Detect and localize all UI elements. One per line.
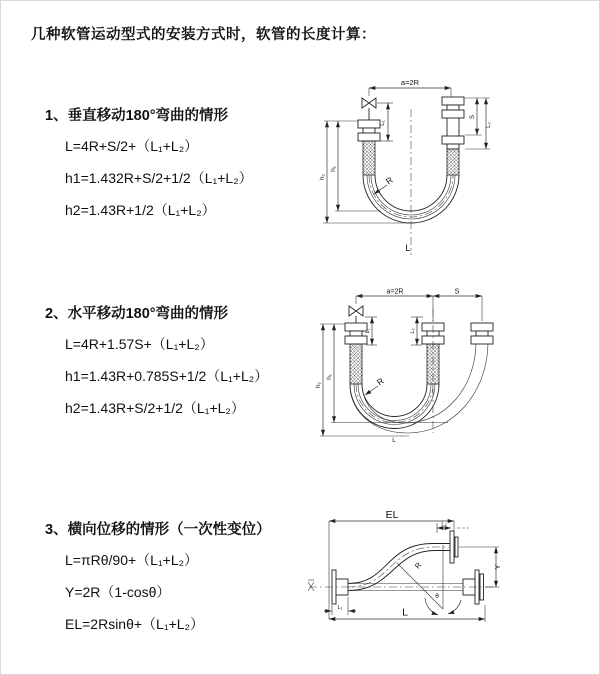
dim-label-el: EL	[385, 509, 399, 521]
section-vertical-180	[45, 104, 253, 233]
length-label: L	[392, 437, 396, 444]
dim-label-h1: h₁	[326, 374, 333, 380]
centerline-break-icon	[308, 580, 314, 591]
shifted-hose-fitting	[471, 323, 493, 344]
hose-shifted-position	[350, 344, 488, 433]
section-lateral-displacement	[45, 518, 271, 647]
radius-label: R	[374, 375, 386, 388]
diagram-horizontal-180-bend	[309, 281, 600, 476]
left-hose-fitting	[358, 120, 380, 175]
diagram-lateral-displacement	[299, 501, 600, 669]
formula-L: L=πRθ/90+（L₁+L₂）	[65, 552, 199, 568]
angle-label: θ	[435, 593, 439, 600]
radius-label: R	[412, 560, 424, 571]
dim-label-s: S	[454, 288, 460, 296]
valve-icon	[349, 306, 363, 323]
formula-h2: h2=1.43R+S/2+1/2（L₁+L₂）	[65, 400, 245, 416]
section-1-heading: 1、垂直移动180°弯曲的情形	[45, 108, 229, 124]
page-title: 几种软管运动型式的安装方式时，软管的长度计算：	[31, 27, 376, 43]
right-hose-fitting	[442, 97, 464, 175]
diagram-vertical-180-bend	[311, 71, 600, 269]
dim-label-a2r: a=2R	[400, 78, 420, 87]
formula-h2: h2=1.43R+1/2（L₁+L₂）	[65, 202, 216, 218]
left-hose-fitting	[345, 323, 367, 384]
dim-label-l1: L₁	[380, 120, 386, 126]
formula-h1: h1=1.432R+S/2+1/2（L₁+L₂）	[65, 170, 253, 186]
section-2-heading: 2、水平移动180°弯曲的情形	[45, 306, 229, 322]
dim-label-y: Y	[493, 564, 502, 570]
dim-label-l2: L₂	[486, 122, 492, 128]
dim-label-l2: L₂	[441, 521, 447, 528]
dim-label-s: S	[469, 114, 476, 120]
dim-label-h1: h₁	[330, 166, 337, 172]
formula-L: L=4R+1.57S+（L₁+L₂）	[65, 336, 214, 352]
radius-label: R	[383, 174, 395, 187]
dim-label-l1: L₁	[365, 328, 371, 334]
section-horizontal-180	[45, 302, 268, 431]
hose-u-bend	[363, 175, 459, 223]
formula-L: L=4R+S/2+（L₁+L₂）	[65, 138, 199, 154]
section-3-heading: 3、横向位移的情形（一次性变位）	[45, 522, 271, 538]
formula-h1: h1=1.43R+0.785S+1/2（L₁+L₂）	[65, 368, 269, 384]
formula-Y: Y=2R（1-cosθ）	[65, 584, 171, 600]
length-label: L	[405, 243, 411, 254]
formula-EL: EL=2Rsinθ+（L₁+L₂）	[65, 616, 204, 632]
dim-label-a2r: a=2R	[386, 288, 404, 296]
displaced-flange	[450, 531, 458, 563]
dim-label-l: L	[402, 606, 408, 619]
dim-label-h2: h₂	[315, 381, 322, 389]
dim-label-l2: L₂	[410, 328, 416, 334]
dim-label-h2: h₂	[319, 173, 326, 181]
dim-label-l1: L₁	[337, 605, 343, 611]
valve-icon	[362, 98, 376, 120]
